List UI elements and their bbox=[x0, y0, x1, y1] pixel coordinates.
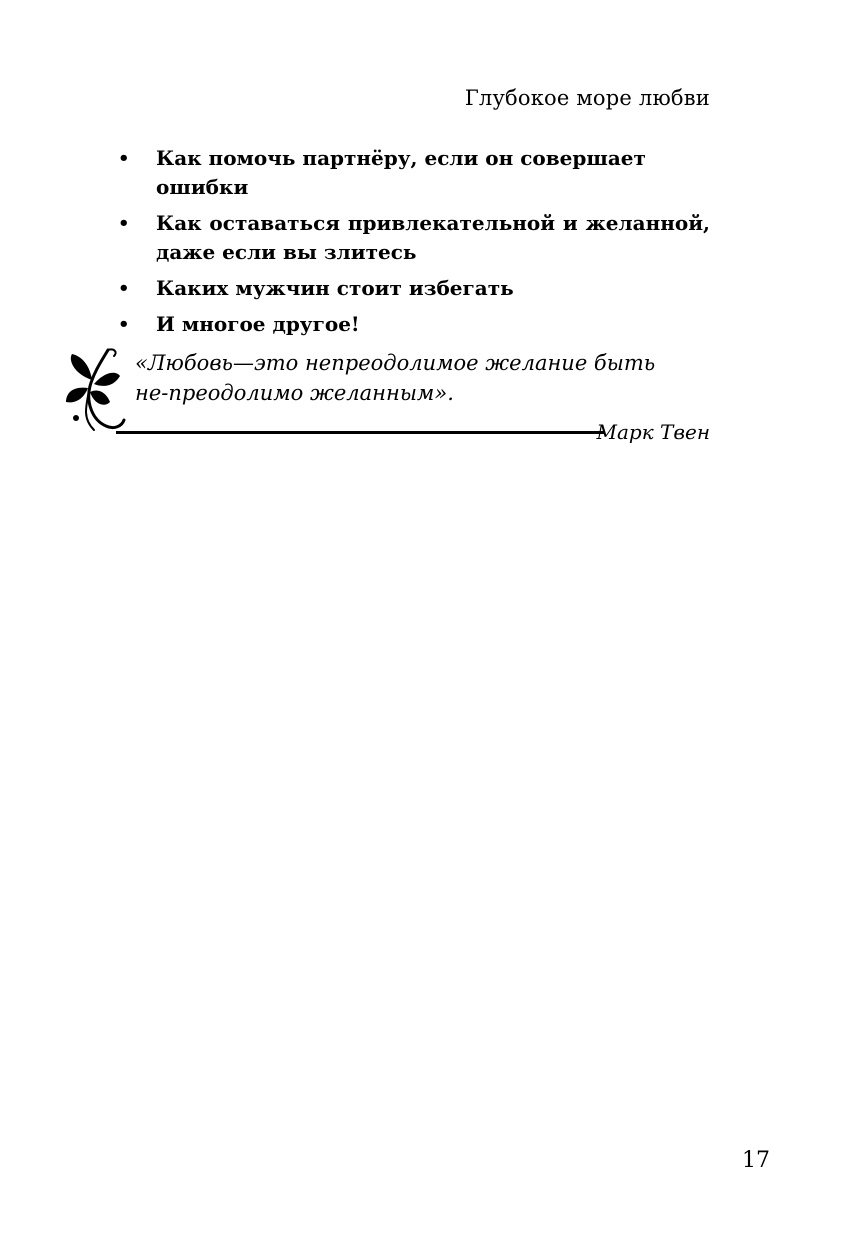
bullet-list bbox=[116, 144, 710, 346]
list-item-text: Как помочь партнёру, если он совершает ошибки bbox=[156, 146, 646, 199]
bullet-icon: • bbox=[118, 213, 130, 234]
list-item-text: Как оставаться привлекательной и желанной, даже если вы злитесь bbox=[156, 211, 710, 264]
quote-author: Марк Твен bbox=[596, 420, 710, 444]
bullet-icon: • bbox=[118, 314, 130, 335]
list-item bbox=[116, 144, 710, 202]
list-item bbox=[116, 310, 710, 339]
list-item-text: И многое другое! bbox=[156, 312, 360, 336]
page-number: 17 bbox=[742, 1148, 770, 1173]
list-item bbox=[116, 274, 710, 303]
floral-ornament-icon bbox=[64, 346, 126, 436]
bullet-icon: • bbox=[118, 148, 130, 169]
epigraph bbox=[64, 340, 710, 450]
list-item bbox=[116, 209, 710, 267]
bullet-icon: • bbox=[118, 278, 130, 299]
running-header: Глубокое море любви bbox=[464, 86, 710, 110]
quote-text: «Любовь—это непреодолимое желание быть не-преодолимо желанным». bbox=[135, 351, 656, 405]
list-item-text: Каких мужчин стоит избегать bbox=[156, 276, 514, 300]
quote-rule bbox=[116, 431, 604, 434]
